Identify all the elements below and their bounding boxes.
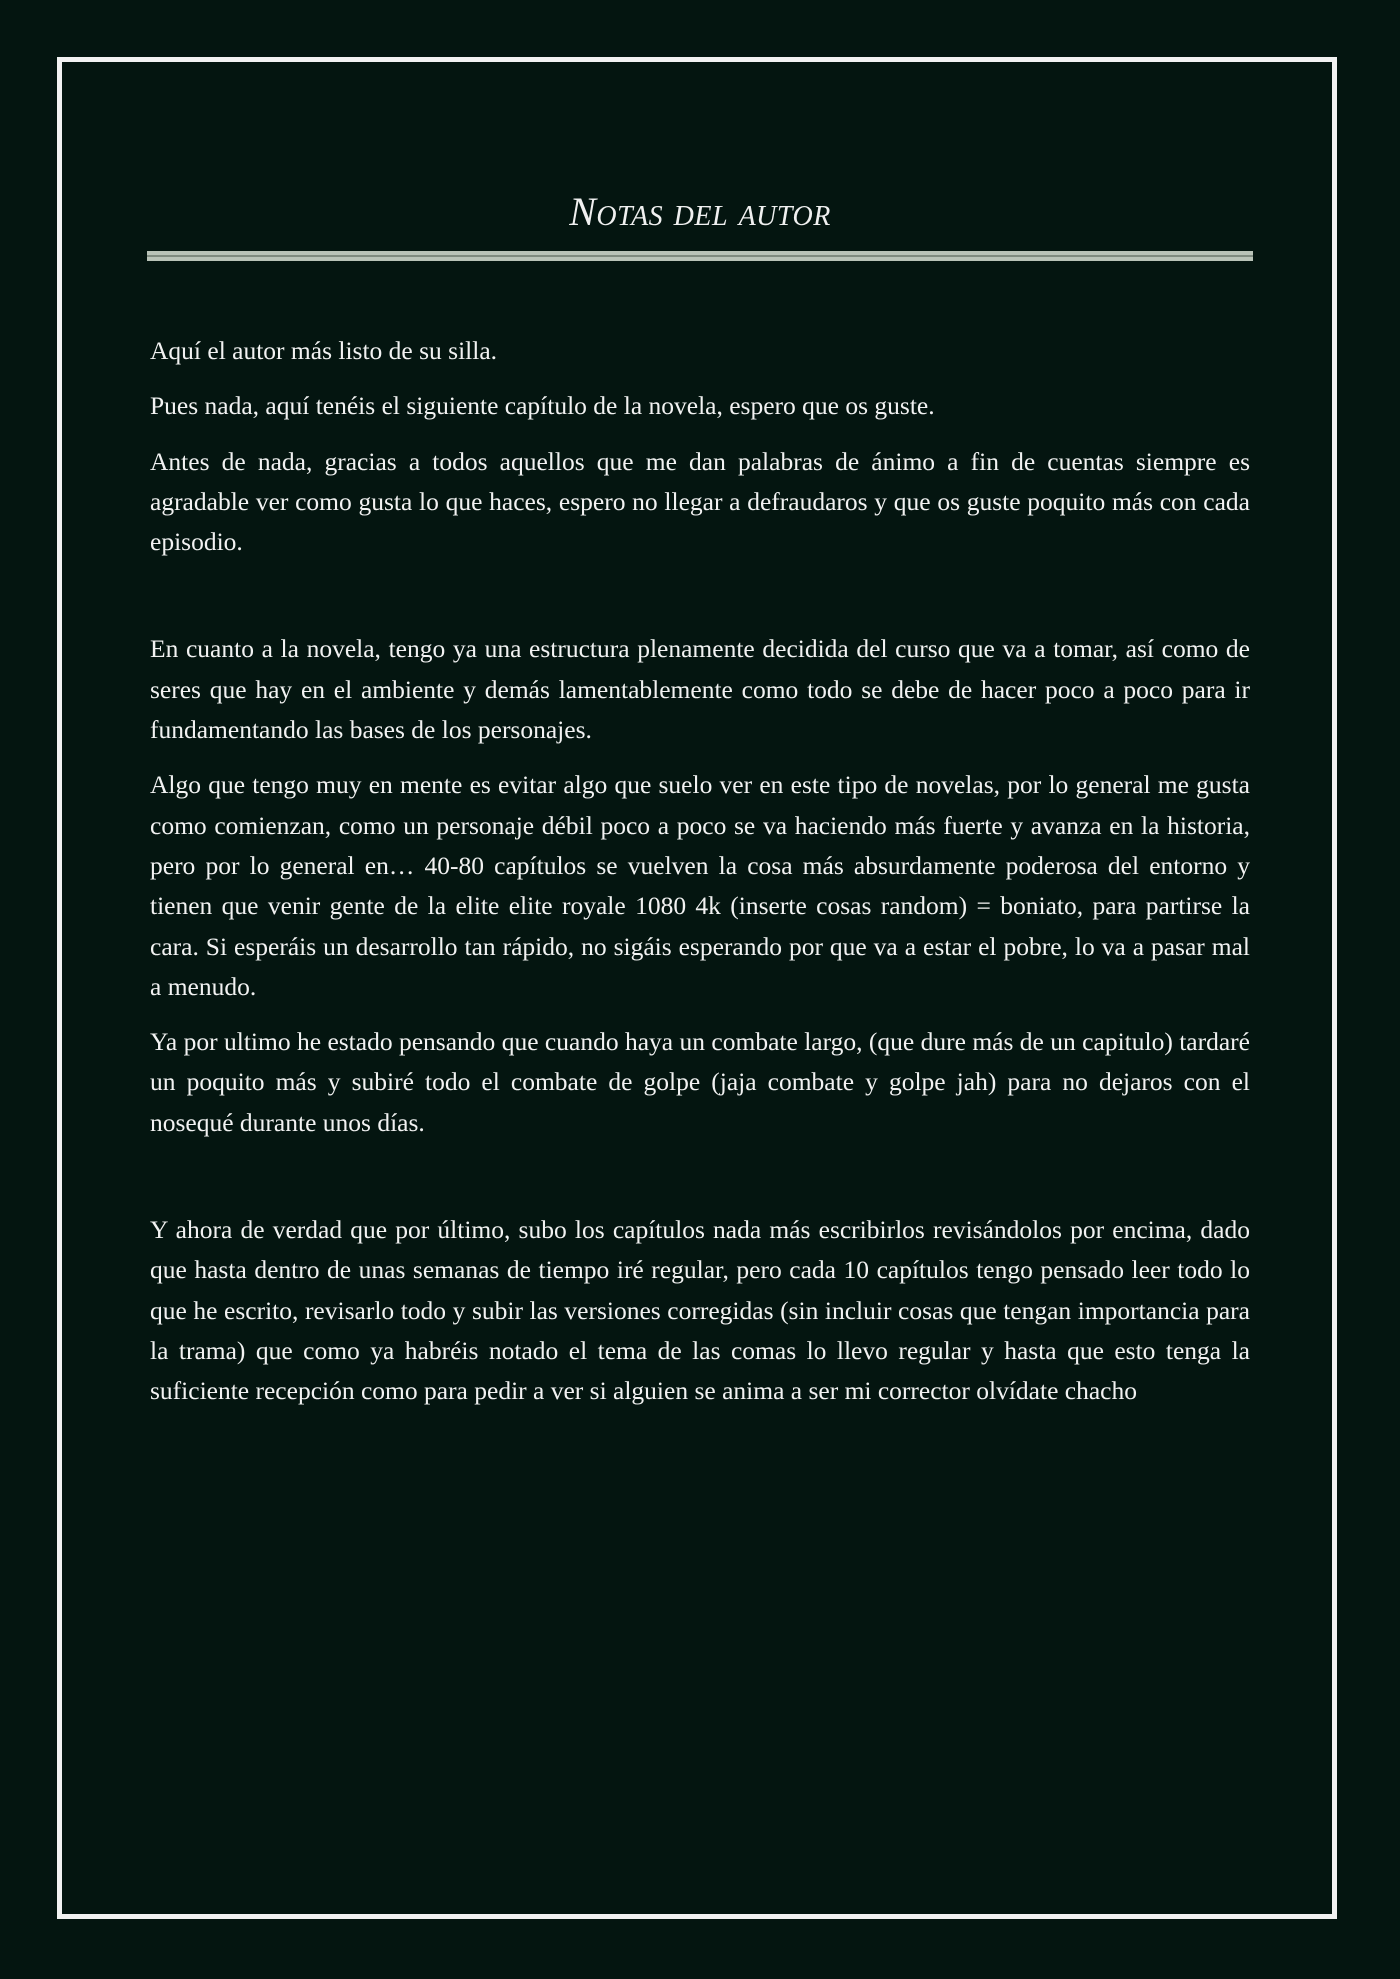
paragraph-pacing: Algo que tengo muy en mente es evitar algo que suelo ver en este tipo de novelas, por lo general me gusta como comienzan, como un personaje débil poco a poco se va haciendo más fuerte y avanza en la historia, pero por lo general en… 40-80 capítulos se vuelven la cosa más absurdamente poderosa del entorno y tienen que venir gente de la elite elite royale 1080 4k (inserte cosas random) = boniato, para partirse la cara. Si esperáis un desarrollo tan rápido, no sigáis esperando por que va a estar el pobre, lo va a pasar mal a menudo. — [150, 770, 1250, 1001]
paragraph-combat: Ya por ultimo he estado pensando que cuando haya un combate largo, (que dure más de un capitulo) tardaré un poquito más y subiré todo el combate de golpe (jaja combate y golpe jah) para no dejaros con el nosequé durante unos días. — [150, 1027, 1250, 1137]
page-title: Notas del autor — [569, 189, 831, 234]
paragraph-thanks: Antes de nada, gracias a todos aquellos que me dan palabras de ánimo a fin de cuentas siempre es agradable ver como gusta lo que haces, espero no llegar a defraudaros y que os guste poquito más con cada episodio. — [150, 446, 1250, 557]
title-divider — [147, 251, 1253, 261]
paragraph-structure: En cuanto a la novela, tengo ya una estructura plenamente decidida del curso que va a tomar, así como de seres que hay en el ambiente y demás lamentablemente como todo se debe de hacer poco a poco para ir fundamentando las bases de los personajes. — [150, 634, 1250, 745]
paragraph-revisions: Y ahora de verdad que por último, subo los capítulos nada más escribirlos revisándolos por encima, dado que hasta dentro de unas semanas de tiempo iré regular, pero cada 10 capítulos tengo pensado leer todo lo que he escrito, revisarlo todo y subir las versiones corregidas (sin incluir cosas que tengan importancia para la trama) que como ya habréis notado el tema de las comas lo llevo regular y hasta que esto tenga la suficiente recepción como para pedir a ver si alguien se anima a ser mi corrector olvídate chacho — [150, 1215, 1250, 1406]
paragraph-greeting: Aquí el autor más listo de su silla. — [150, 336, 498, 365]
notes-body — [150, 331, 1250, 1427]
paragraph-intro: Pues nada, aquí tenéis el siguiente capítulo de la novela, espero que os guste. — [150, 391, 935, 421]
